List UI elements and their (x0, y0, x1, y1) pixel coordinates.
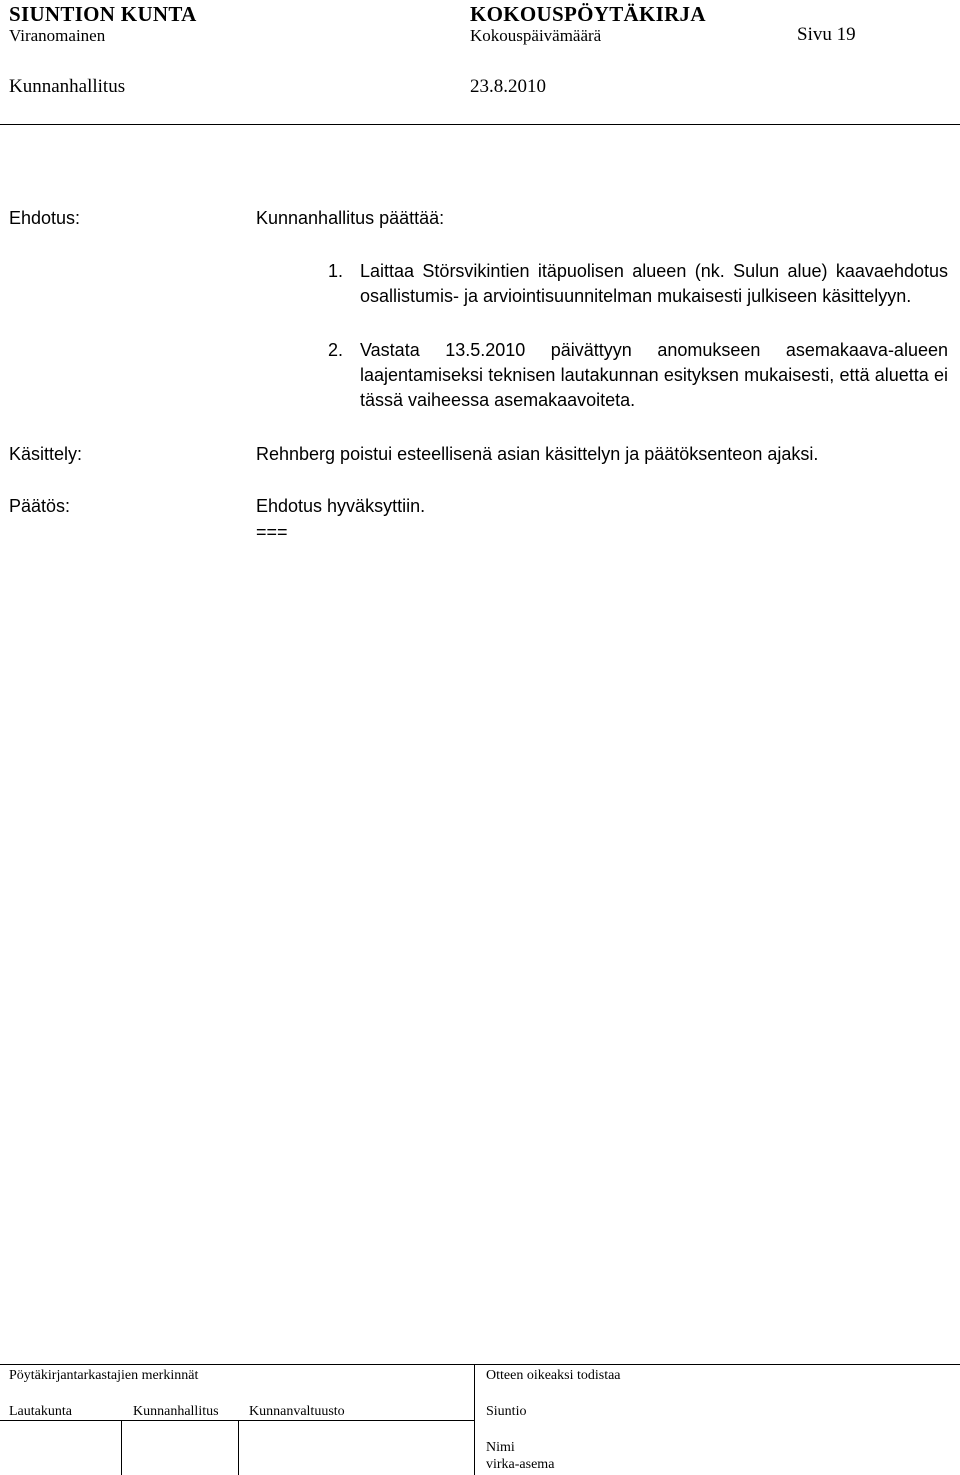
proposal-item-1 (328, 259, 948, 309)
authority-name: Kunnanhallitus (9, 76, 126, 97)
proposal-item-2 (328, 338, 948, 413)
column-kunnanvaltuusto: Kunnanvaltuusto (249, 1404, 345, 1419)
municipality-name: SIUNTION KUNTA (9, 2, 197, 26)
name-label: Nimi (486, 1440, 515, 1455)
ehdotus-label: Ehdotus: (9, 208, 81, 228)
kasittely-text: Rehnberg poistui esteellisenä asian käsittelyn ja päätöksenteon ajaksi. (256, 444, 819, 464)
document-type: KOKOUSPÖYTÄKIRJA (470, 2, 706, 26)
place-name: Siuntio (486, 1404, 527, 1419)
column-lautakunta: Lautakunta (9, 1404, 72, 1419)
header-divider (0, 124, 960, 125)
proposal-item-number: 1. (328, 261, 344, 281)
proposal-item-number: 2. (328, 340, 344, 360)
proposal-item-text: Laittaa Störsvikintien itäpuolisen alueen (nk. Sulun alue) kaavaehdotus osallistumis- ja arviointisuunnitelman mukaisesti julkiseen käsittelyyn. (360, 261, 948, 306)
signature-footer (0, 1364, 960, 1475)
footer-column-divider (238, 1420, 239, 1475)
inspectors-label: Pöytäkirjantarkastajien merkinnät (9, 1368, 199, 1383)
column-kunnanhallitus: Kunnanhallitus (133, 1404, 219, 1419)
position-label: virka-asema (486, 1457, 555, 1472)
authority-label: Viranomainen (9, 26, 106, 45)
kasittely-label: Käsittely: (9, 444, 83, 464)
meeting-date: 23.8.2010 (470, 76, 546, 97)
page-number: Sivu 19 (797, 24, 856, 45)
footer-top-rule (0, 1364, 960, 1365)
footer-section-divider (474, 1364, 475, 1475)
footer-inner-rule (0, 1420, 474, 1421)
proposal-item-text: Vastata 13.5.2010 päivättyyn anomukseen asemakaava-alueen laajentamiseksi teknisen lautakunnan esityksen mukaisesti, että aluetta ei tässä vaiheessa asemakaavoiteta. (360, 340, 948, 410)
certify-label: Otteen oikeaksi todistaa (486, 1368, 621, 1383)
paatos-label: Päätös: (9, 496, 71, 516)
date-label: Kokouspäivämäärä (470, 26, 602, 45)
ehdotus-intro: Kunnanhallitus päättää: (256, 208, 445, 228)
footer-column-divider (121, 1420, 122, 1475)
paatos-text: Ehdotus hyväksyttiin. (256, 496, 426, 516)
end-marker: === (256, 522, 288, 542)
